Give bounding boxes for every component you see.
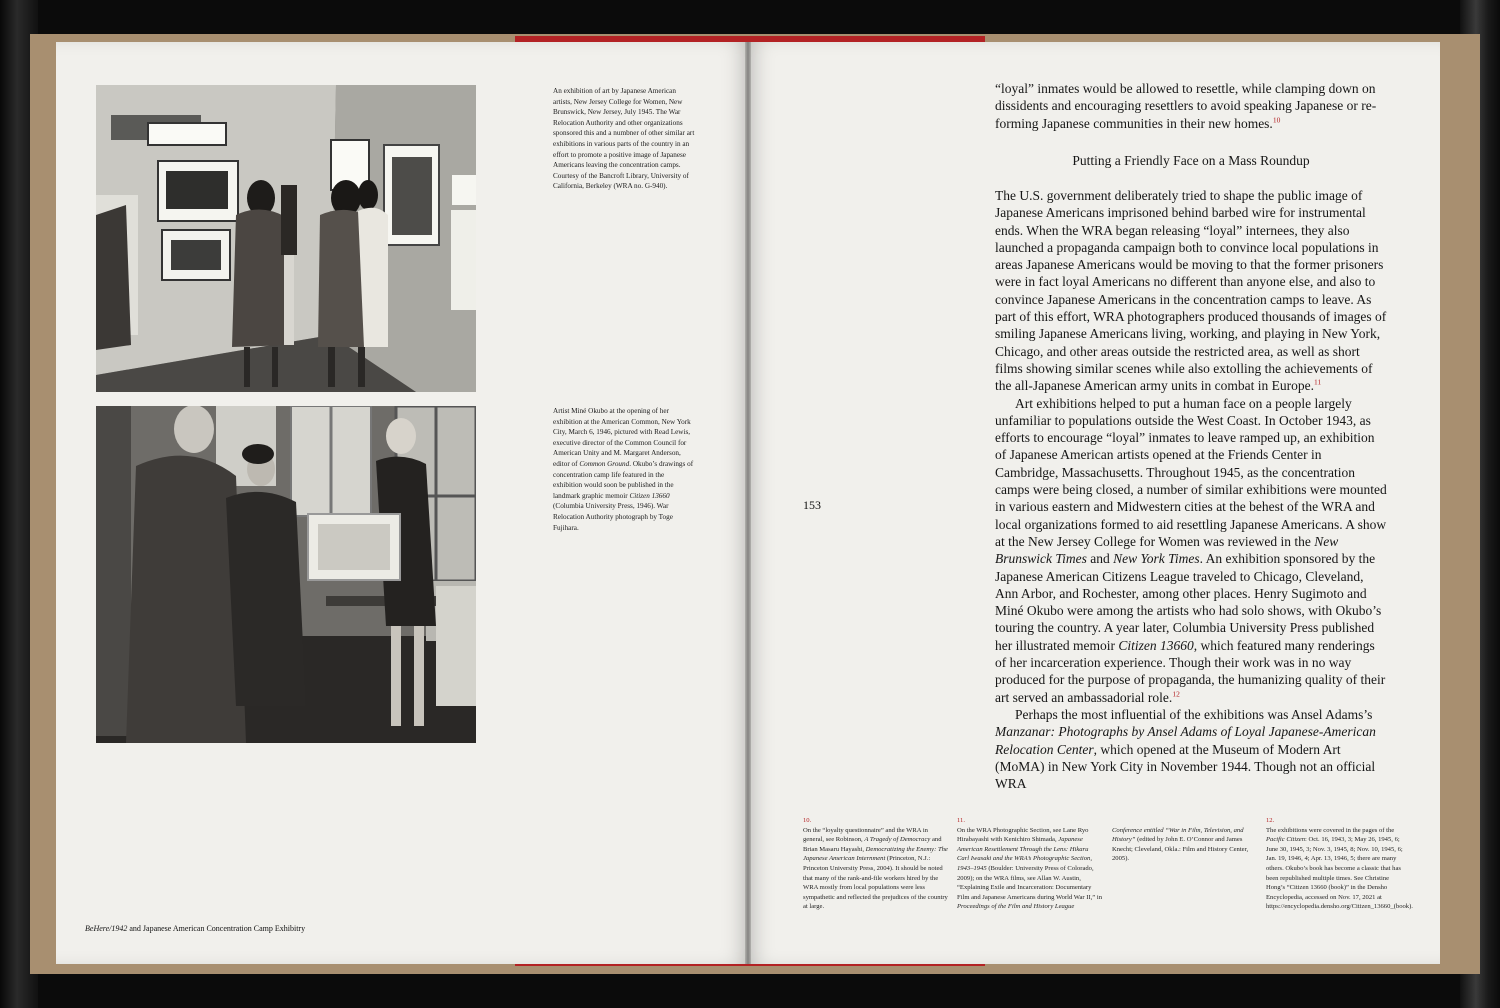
body-paragraph-1: The U.S. government deliberately tried to shape the public image of Japanese Americans imprisoned behind barbed wire for instrumental ends. When the WRA began releasing “loyal” internees, they also launched a propaganda campaign both to convince local populations in areas Japanese Americans would be moving to that the former prisoners were in fact loyal Americans no different than anyone else, and also to convince Japanese Americans in the concentration camps to leave. As part of this effort, WRA photographers produced thousands of images of smiling Japanese Americans living, working, and playing in New York, Chicago, and other areas outside the restricted area, as well as short films showing similar scenes while also extolling the achievements of the all-Japanese American army units in combat in Europe.$^{11}$ xyxy=(995,188,1387,394)
running-footer: BeHere/1942 and Japanese American Concentration Camp Exhibitry xyxy=(85,924,306,933)
body-text xyxy=(995,187,1387,792)
body-paragraph-3: Perhaps the most influential of the exhibitions was Ansel Adams’s Manzanar: Photographs by Ansel Adams of Loyal Japanese-American Relocation Center, which opened at the Museum of Modern Art (MoMA) in New York City in November 1944. Though not an official WRA xyxy=(995,706,1376,792)
caption-okubo-opening: Artist Miné Okubo at the opening of her exhibition at the American Common, New York City, March 6, 1946, pictured with Read Lewis, executive director of the Common Council for American Unity and M. Margaret Anderson, editor of Common Ground. Okubo’s drawings of concentration camp life featured in the exhibition would soon be published in the landmark graphic memoir Citizen 13660 (Columbia University Press, 1946). War Relocation Authority photograph by Toge Fujihara. xyxy=(553,407,694,532)
exhibition-gallery-photo xyxy=(96,85,476,392)
okubo-exhibition-opening-photo xyxy=(96,406,476,743)
body-paragraph-opening: “loyal” inmates would be allowed to resettle, while clamping down on dissidents and encouraging resettlers to avoid speaking Japanese or re-forming Japanese communities in their new homes.$^{10}$ xyxy=(995,81,1377,131)
footnote-11-continued: Conference entitled “War in Film, Television, and History” (edited by John E. O’Connor and James Knecht; Cleveland, Okla.: Film and History Center, 2005). xyxy=(1112,826,1249,863)
footnote-12: 12. The exhibitions were covered in the pages of the Pacific Citizen: Oct. 16, 1943, 3; May 26, 1945, 6; June 30, 1945, 3; Nov. 3, 1945, 8; Nov. 10, 1945, 6; Jan. 19, 1946, 4; Apr. 13, 1946, 5; there are many others. Okubo’s book has become a classic that has been republished multiple times. See Christine Hong’s “Citizen 13660 (book)” in the Densho Encyclopedia, accessed on Nov. 17, 2021 at https://encyclopedia.densho.org/Citizen_13660_(book). xyxy=(1266,817,1413,911)
section-heading: Putting a Friendly Face on a Mass Roundup xyxy=(1072,153,1310,168)
page-number: 153 xyxy=(803,498,821,512)
body-paragraph-2: Art exhibitions helped to put a human face on a people largely unfamiliar to populations outside the West Coast. In October 1943, as efforts to encourage “loyal” inmates to leave ramped up, an exhibition of Japanese American artists opened at the Friends Center in Cambridge, Massachusetts. Throughout 1945, as the concentration camps were being closed, a number of similar exhibitions were mounted in various eastern and Midwestern cities at the behest of the WRA and local organizations formed to aid resettling Japanese Americans. A show at the New Jersey College for Women was reviewed in the New Brunswick Times and New York Times. An exhibition sponsored by the Japanese American Citizens League traveled to Chicago, Cleveland, Ann Arbor, and Rochester, among other places. Henry Sugimoto and Miné Okubo were among the artists who had solo shows, with Okubo’s touring the country. A year later, Columbia University Press published her illustrated memoir Citizen 13660, which featured many renderings of her incarceration experience. Though their work was in no way produced for the purpose of propaganda, the humanizing quality of their art served an ambassadorial role.$^{12}$ xyxy=(995,395,1387,705)
footnote-11: 11. On the WRA Photographic Section, see Lane Ryo Hirabayashi with Kenichiro Shimada, Japanese American Resettlement Through the Lens: Hikaru Carl Iwasaki and the WRA’s Photographic Section, 1943–1945 (Boulder: University Press of Colorado, 2009); on the WRA films, see Allan W. Austin, “Explaining Exile and Incarceration: Documentary Film and Japanese Americans during World War II,” in Proceedings of the Film and History League xyxy=(957,817,1103,911)
caption-exhibition-gallery: An exhibition of art by Japanese American artists, New Jersey College for Women, New Brunswick, New Jersey, July 1945. The War Relocation Authority and other organizations sponsored this and a numbner of other similar art exhibitions in various parts of the country in an effort to promote a positive image of Japanese Americans leaving the concentration camps. Courtesy of the Bancroft Library, University of California, Berkeley (WRA no. G-940). xyxy=(553,87,695,191)
footnote-10: 10. On the “loyalty questionnaire” and the WRA in general, see Robinson, A Tragedy of Democracy and Brian Masaru Hayashi, Democratizing the Enemy: The Japanese American Internment (Princeton, N.J.: Princeton University Press, 2004). It should be noted that many of the rank-and-file workers hired by the WRA mostly from local populations were less sympathetic and reflected the prejudices of the country at large. xyxy=(803,817,948,911)
book-gutter xyxy=(745,42,751,964)
